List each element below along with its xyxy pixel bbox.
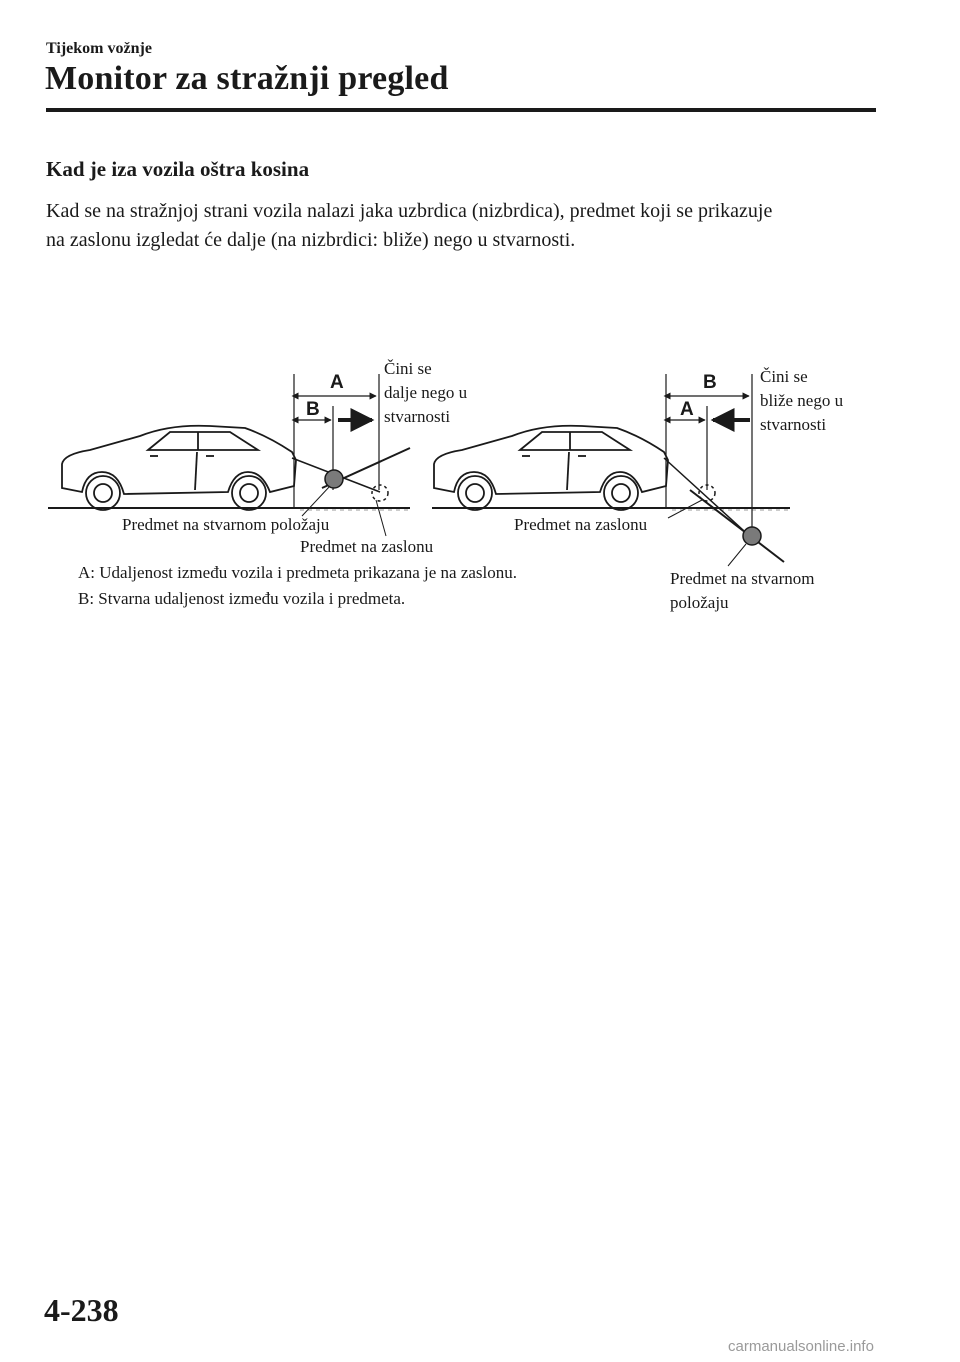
right-slope-line — [690, 490, 784, 562]
title-rule — [46, 108, 876, 112]
left-label-b: B — [306, 399, 320, 420]
left-appears-line-2: dalje nego u — [384, 383, 468, 402]
right-sight-line — [664, 458, 754, 540]
paragraph-line-2: na zaslonu izgledat će dalje (na nizbrdici: bliže) nego u stvarnosti. — [46, 229, 576, 251]
right-screen-object-label: Predmet na zaslonu — [514, 515, 648, 534]
left-diagram — [48, 359, 468, 556]
left-real-object-label: Predmet na stvarnom položaju — [122, 515, 330, 534]
left-leader-real — [302, 486, 330, 516]
left-real-object — [325, 470, 343, 488]
left-appears-line-1: Čini se — [384, 359, 432, 378]
right-real-object-label-2: položaju — [670, 593, 729, 612]
right-real-object — [743, 527, 761, 545]
left-car-icon — [62, 426, 296, 510]
section-label: Tijekom vožnje — [46, 40, 152, 57]
left-screen-object-label: Predmet na zaslonu — [300, 537, 434, 556]
paragraph-line-1: Kad se na stražnjoj strani vozila nalazi jaka uzbrdica (nizbrdica), predmet koji se prikazuje — [46, 200, 773, 222]
subheading: Kad je iza vozila oštra kosina — [46, 157, 310, 181]
right-car-icon — [434, 426, 668, 510]
left-leader-screen — [376, 500, 386, 536]
right-label-a: A — [680, 399, 694, 420]
watermark: carmanualsonline.info — [728, 1338, 874, 1355]
left-label-a: A — [330, 372, 344, 393]
body-paragraph — [46, 197, 886, 255]
right-appears-line-2: bliže nego u — [760, 391, 844, 410]
right-label-b: B — [703, 372, 717, 393]
right-leader-real — [728, 544, 746, 566]
slope-diagram — [0, 340, 960, 640]
left-screen-object — [372, 485, 388, 501]
page-number: 4-238 — [44, 1292, 119, 1328]
right-appears-line-1: Čini se — [760, 367, 808, 386]
right-real-object-label-1: Predmet na stvarnom — [670, 569, 815, 588]
legend-a: A: Udaljenost između vozila i predmeta prikazana je na zaslonu. — [78, 563, 518, 582]
page-title: Monitor za stražnji pregled — [45, 60, 449, 97]
right-appears-line-3: stvarnosti — [760, 415, 827, 434]
left-appears-line-3: stvarnosti — [384, 407, 451, 426]
legend-b: B: Stvarna udaljenost između vozila i predmeta. — [78, 589, 406, 608]
